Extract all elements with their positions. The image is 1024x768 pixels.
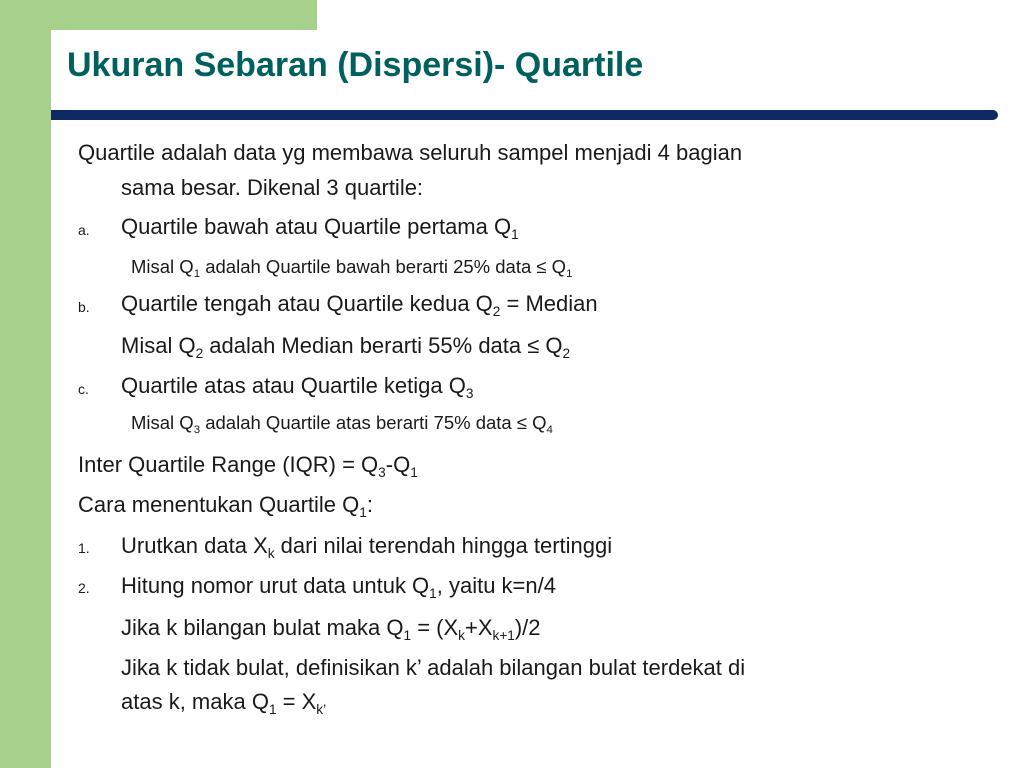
quartile-atas-note: Misal $Q_3$ adalah Quartile atas berarti 75% data ≤ $Q_4$ <box>131 412 553 436</box>
step-1-line: Urutkan data $X_k$ dari nilai terendah hingga tertinggi <box>121 533 613 561</box>
jika-bulat-line: Jika k bilangan bulat maka $Q_1 = (X_k+X_{k+1})/2$ <box>121 615 541 643</box>
intro-line-1: Quartile adalah data yg membawa seluruh sampel menjadi 4 bagian <box>78 140 743 165</box>
list-marker-a: a. <box>78 222 90 238</box>
quartile-atas-line: Quartile atas atau Quartile ketiga $Q_3$ <box>121 373 474 401</box>
jika-tidak-bulat-line-1: Jika k tidak bulat, definisikan k’ adalah bilangan bulat terdekat di <box>121 655 746 680</box>
iqr-line: Inter Quartile Range $(IQR) = Q_3-Q_1$ <box>78 452 418 480</box>
quartile-bawah-line: Quartile bawah atau Quartile pertama $Q_1$ <box>121 214 519 242</box>
cara-line: Cara menentukan Quartile $Q_1$: <box>78 492 373 520</box>
slide-title: Ukuran Sebaran (Dispersi)- Quartile <box>67 46 644 84</box>
list-marker-b: b. <box>78 299 90 315</box>
step-2-line: Hitung nomor urut data untuk $Q_1$, yaitu k=n/4 <box>121 573 556 601</box>
quartile-tengah-line: Quartile tengah atau Quartile kedua $Q_2$ = Median <box>121 291 598 319</box>
intro-line-2: sama besar. Dikenal 3 quartile: <box>121 175 424 200</box>
list-marker-1: 1. <box>78 540 90 556</box>
quartile-bawah-note: Misal $Q_1$ adalah Quartile bawah berarti 25% data ≤ $Q_1$ <box>131 256 573 280</box>
jika-tidak-bulat-line-2: atas k, maka $Q_1 = X_{k’}$ <box>121 689 327 717</box>
list-marker-2: 2. <box>78 580 90 596</box>
list-marker-c: c. <box>78 381 89 397</box>
quartile-tengah-note: Misal $Q_2$ adalah Median berarti 55% data ≤ $Q_2$ <box>121 333 571 361</box>
